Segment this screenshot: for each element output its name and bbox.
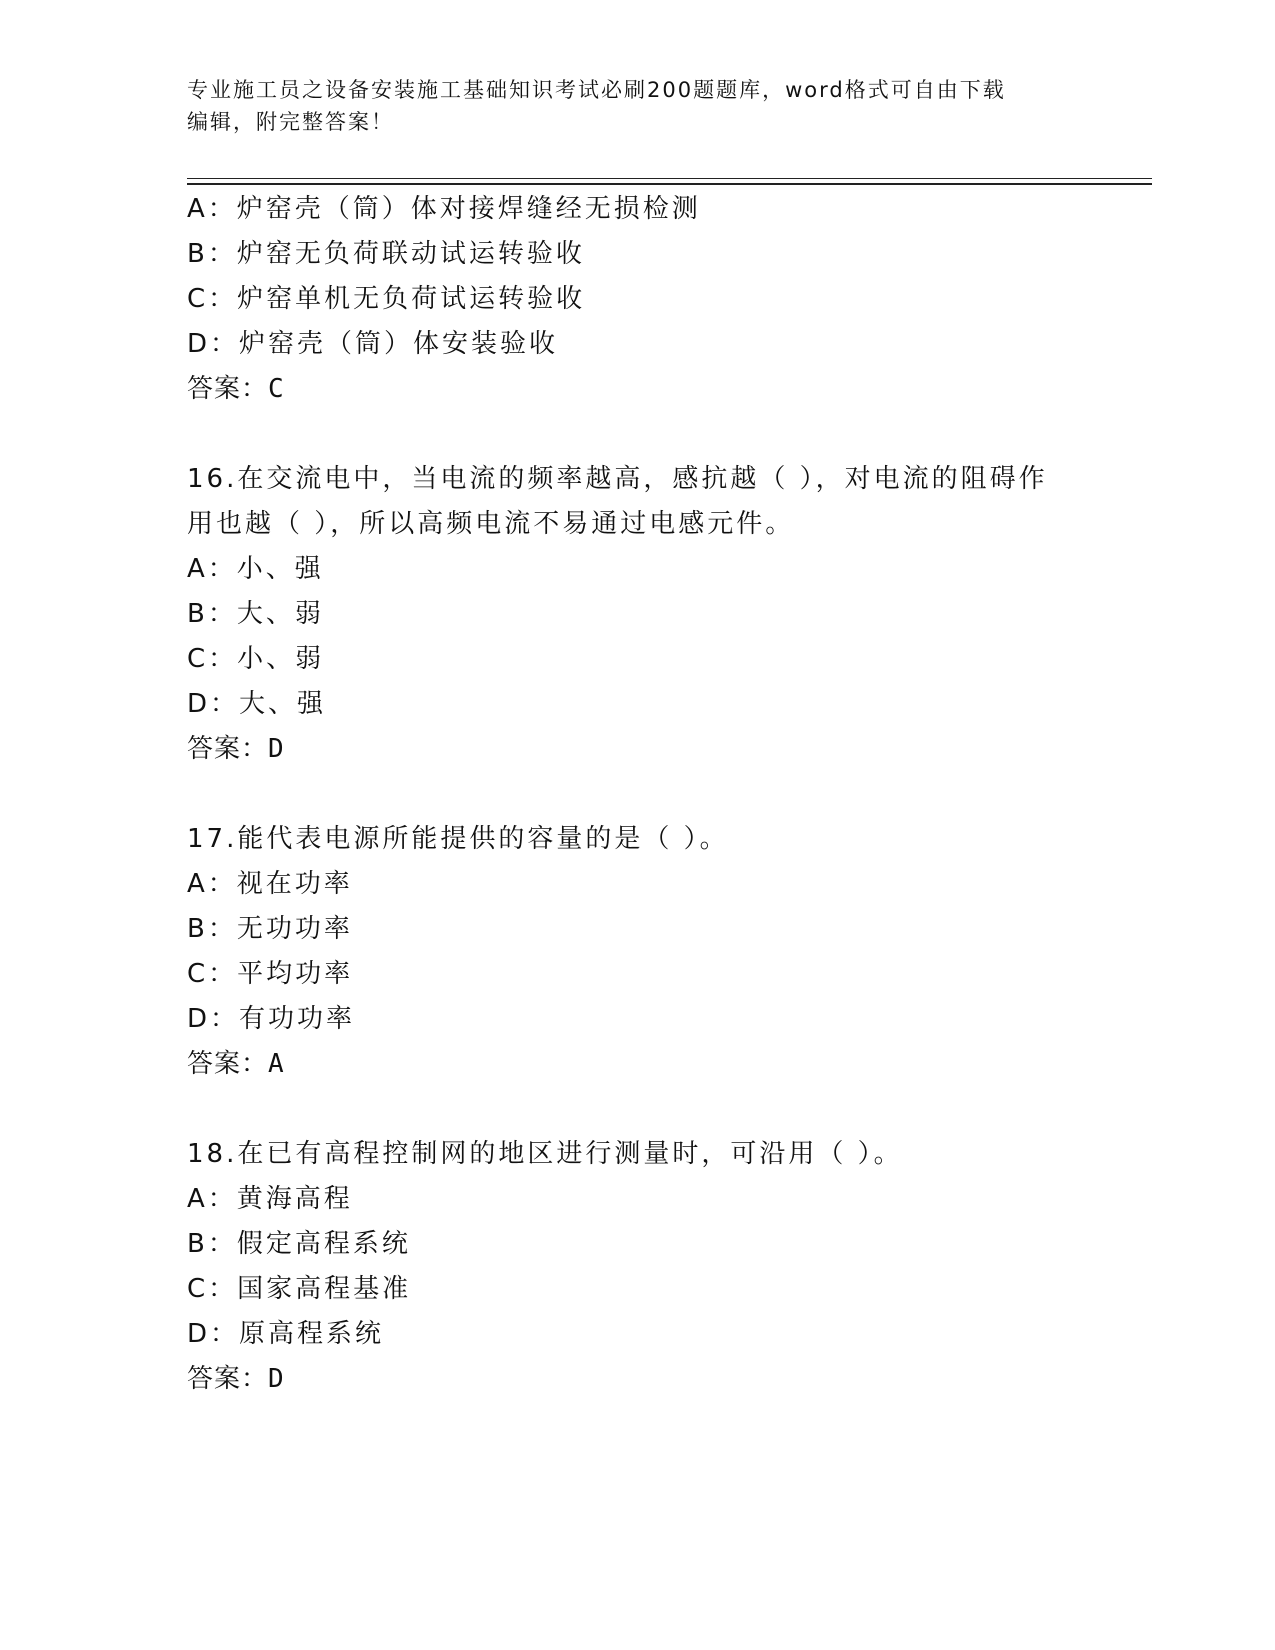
q17-option-a: A：视在功率	[187, 869, 353, 899]
header-title-line2: 编辑，附完整答案！	[187, 110, 394, 134]
q16-question-line2: 用也越（ ），所以高频电流不易通过电感元件。	[187, 509, 795, 539]
q17-option-d: D：有功功率	[187, 1004, 356, 1034]
q18-question-line1: 18.在已有高程控制网的地区进行测量时，可沿用（ ）。	[187, 1139, 903, 1169]
q18-option-b: B：假定高程系统	[187, 1229, 411, 1259]
answer-value: D	[268, 734, 285, 764]
answer-value: C	[268, 374, 285, 404]
q18-option-c: C：国家高程基准	[187, 1274, 412, 1304]
q15-option-d: D：炉窑壳（筒）体安装验收	[187, 329, 559, 359]
document-header	[187, 74, 1067, 138]
answer-label: 答案：	[187, 1049, 269, 1079]
q16-option-c: C：小、弱	[187, 644, 325, 674]
q17-answer	[187, 1047, 285, 1081]
q16-answer	[187, 732, 285, 766]
header-title-line1: 专业施工员之设备安装施工基础知识考试必刷200题题库，word格式可自由下载	[187, 78, 1006, 102]
q18-option-d: D：原高程系统	[187, 1319, 385, 1349]
q17-option-b: B：无功功率	[187, 914, 353, 944]
q16-option-d: D：大、强	[187, 689, 327, 719]
q15-option-b: B：炉窑无负荷联动试运转验收	[187, 239, 585, 269]
q15-option-a: A：炉窑壳（筒）体对接焊缝经无损检测	[187, 194, 701, 224]
q16-option-b: B：大、弱	[187, 599, 324, 629]
answer-value: A	[268, 1049, 285, 1079]
q18-answer	[187, 1362, 285, 1396]
q15-option-c: C：炉窑单机无负荷试运转验收	[187, 284, 586, 314]
answer-value: D	[268, 1364, 285, 1394]
q17-question-line1: 17.能代表电源所能提供的容量的是（ ）。	[187, 824, 729, 854]
q18-option-a: A：黄海高程	[187, 1184, 353, 1214]
q16-option-a: A：小、强	[187, 554, 324, 584]
header-divider-thin	[187, 178, 1152, 179]
answer-label: 答案：	[187, 374, 269, 404]
q15-answer	[187, 372, 285, 406]
answer-label: 答案：	[187, 1364, 269, 1394]
q17-option-c: C：平均功率	[187, 959, 354, 989]
header-divider-thick	[187, 183, 1152, 185]
answer-label: 答案：	[187, 734, 269, 764]
q16-question-line1: 16.在交流电中，当电流的频率越高，感抗越（ ），对电流的阻碍作	[187, 464, 1048, 494]
